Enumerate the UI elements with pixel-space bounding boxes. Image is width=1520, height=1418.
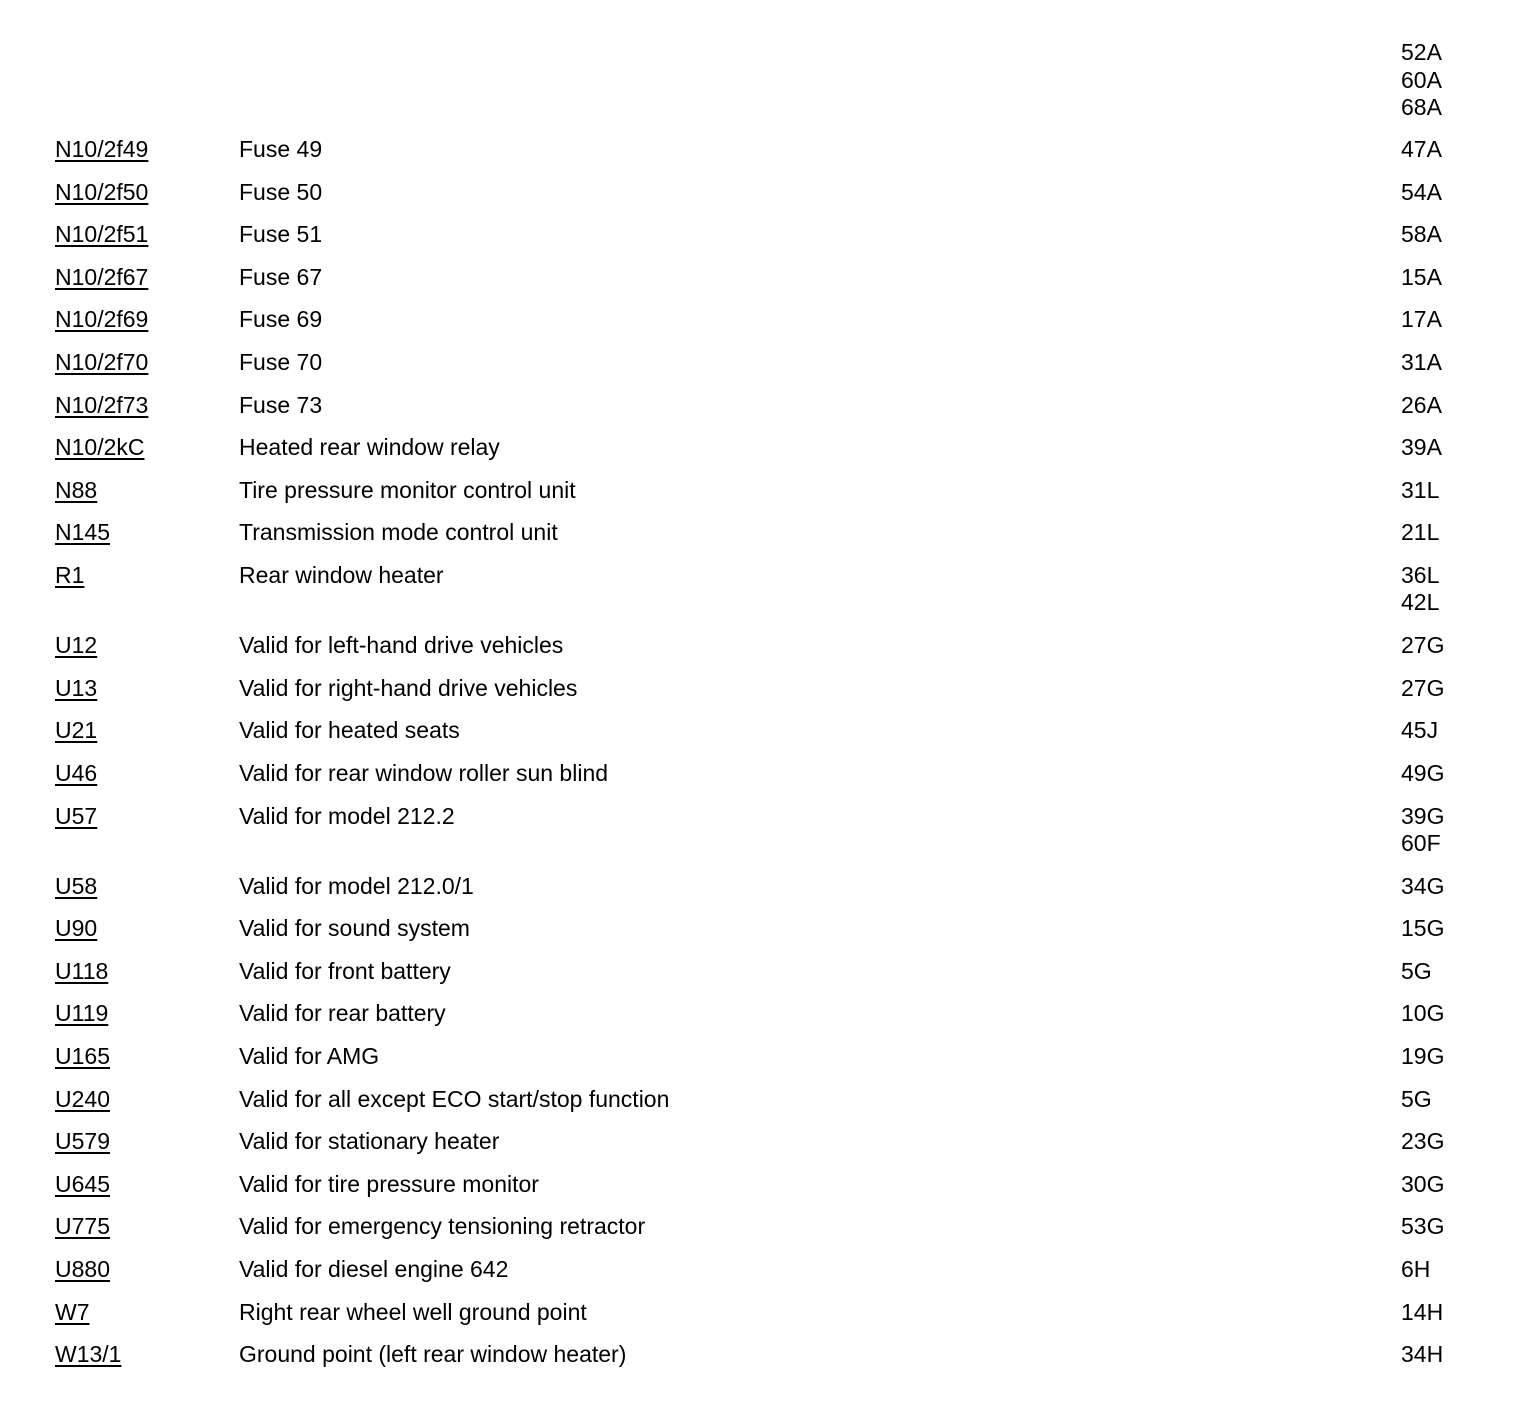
- grid-code: 31A: [1401, 348, 1442, 375]
- component-reference-link[interactable]: U775: [55, 1213, 110, 1240]
- component-reference-link[interactable]: U46: [55, 759, 98, 786]
- grid-location-codes: [1401, 1000, 1444, 1028]
- grid-location-codes: [1401, 1213, 1444, 1241]
- legend-row: [0, 1341, 1520, 1384]
- component-reference-link[interactable]: U240: [55, 1085, 110, 1112]
- grid-code: 6H: [1401, 1256, 1431, 1283]
- grid-code: 10G: [1401, 1000, 1445, 1027]
- legend-row: [0, 434, 1520, 477]
- component-reference-link[interactable]: U21: [55, 717, 98, 744]
- component-reference-link[interactable]: U645: [55, 1170, 110, 1197]
- component-reference-link[interactable]: U13: [55, 674, 98, 701]
- legend-row: [0, 1213, 1520, 1256]
- legend-row: [0, 221, 1520, 264]
- grid-code: 34H: [1401, 1341, 1444, 1368]
- grid-location-codes: [1401, 760, 1444, 788]
- grid-code: 42L: [1401, 589, 1440, 616]
- legend-row: [0, 1256, 1520, 1299]
- component-description: Fuse 73: [239, 391, 323, 418]
- legend-row: [0, 477, 1520, 520]
- component-description: Fuse 51: [239, 221, 323, 248]
- component-description: Ground point (left rear window heater): [239, 1341, 627, 1368]
- component-description: Fuse 70: [239, 348, 323, 375]
- grid-code: 15A: [1401, 263, 1442, 290]
- grid-location-codes: [1401, 434, 1442, 462]
- grid-code: 39A: [1401, 434, 1442, 461]
- grid-code: 60F: [1401, 830, 1441, 856]
- component-description: Fuse 50: [239, 178, 323, 205]
- grid-location-codes: [1401, 136, 1442, 164]
- legend-row: [0, 873, 1520, 916]
- grid-code: 21L: [1401, 519, 1440, 546]
- grid-location-codes: [1401, 477, 1439, 505]
- grid-location-codes: [1401, 1128, 1444, 1156]
- legend-row: [0, 1171, 1520, 1214]
- grid-location-codes: [1401, 392, 1442, 420]
- component-reference-link[interactable]: W13/1: [55, 1341, 122, 1368]
- component-reference-link[interactable]: U118: [55, 957, 109, 984]
- legend-row: [0, 717, 1520, 760]
- component-description: Right rear wheel well ground point: [239, 1298, 587, 1325]
- legend-row: [0, 392, 1520, 435]
- legend-row: [0, 562, 1520, 632]
- component-reference-link[interactable]: N10/2kC: [55, 434, 145, 461]
- grid-code: 14H: [1401, 1298, 1444, 1325]
- grid-code: 19G: [1401, 1043, 1445, 1070]
- component-description: Valid for rear battery: [239, 1000, 446, 1027]
- grid-code: 47A: [1401, 136, 1442, 162]
- component-reference-link[interactable]: U58: [55, 872, 98, 899]
- component-description: Valid for model 212.0/1: [239, 872, 474, 899]
- grid-location-codes: [1401, 306, 1442, 334]
- legend-row: [0, 179, 1520, 222]
- grid-location-codes: [1401, 221, 1442, 249]
- grid-code: 54A: [1401, 178, 1442, 205]
- legend-row: [0, 1000, 1520, 1043]
- grid-code: 45J: [1401, 717, 1439, 744]
- grid-code: 27G: [1401, 674, 1445, 701]
- grid-code: 60A: [1401, 66, 1442, 93]
- grid-code: 39G: [1401, 802, 1445, 829]
- component-reference-link[interactable]: U579: [55, 1128, 110, 1155]
- component-description: Heated rear window relay: [239, 434, 500, 461]
- component-reference-link[interactable]: N10/2f70: [55, 348, 149, 375]
- component-description: Valid for emergency tensioning retractor: [239, 1213, 646, 1240]
- component-description: Valid for heated seats: [239, 717, 460, 744]
- grid-location-codes: [1401, 562, 1439, 617]
- grid-code: 58A: [1401, 221, 1442, 248]
- component-description: Tire pressure monitor control unit: [239, 476, 576, 503]
- grid-code: 26A: [1401, 391, 1442, 418]
- component-description: Valid for diesel engine 642: [239, 1256, 509, 1283]
- grid-code: 17A: [1401, 306, 1442, 333]
- component-reference-link[interactable]: U57: [55, 802, 98, 829]
- grid-location-codes: [1401, 803, 1444, 858]
- grid-location-codes: [1401, 179, 1442, 207]
- legend-row: [0, 1043, 1520, 1086]
- legend-row: [0, 958, 1520, 1001]
- component-reference-link[interactable]: N10/2f73: [55, 391, 149, 418]
- component-reference-link[interactable]: U119: [55, 1000, 109, 1027]
- component-reference-link[interactable]: N10/2f49: [55, 136, 149, 162]
- grid-location-codes: [1401, 632, 1444, 660]
- component-description: Valid for stationary heater: [239, 1128, 500, 1155]
- component-reference-link[interactable]: W7: [55, 1298, 90, 1325]
- component-description: Fuse 67: [239, 263, 323, 290]
- component-description: Rear window heater: [239, 561, 444, 588]
- component-reference-link[interactable]: N10/2f69: [55, 306, 149, 333]
- grid-location-codes: [1401, 1256, 1430, 1284]
- legend-row: [0, 675, 1520, 718]
- component-reference-link[interactable]: N145: [55, 519, 110, 546]
- component-legend-list: [0, 136, 1520, 1384]
- component-reference-link[interactable]: N88: [55, 476, 98, 503]
- grid-code: 15G: [1401, 915, 1445, 942]
- component-description: Valid for right-hand drive vehicles: [239, 674, 578, 701]
- grid-code: 34G: [1401, 872, 1445, 899]
- component-description: Valid for front battery: [239, 957, 451, 984]
- component-reference-link[interactable]: R1: [55, 561, 85, 588]
- grid-code: 49G: [1401, 759, 1445, 786]
- grid-code: 36L: [1401, 561, 1440, 588]
- grid-location-codes: [1401, 915, 1444, 943]
- component-description: Valid for model 212.2: [239, 802, 455, 829]
- component-reference-link[interactable]: N10/2f67: [55, 263, 149, 290]
- grid-location-codes: [1401, 675, 1444, 703]
- legend-row: [0, 264, 1520, 307]
- component-description: Fuse 49: [239, 136, 323, 162]
- grid-location-codes: [1401, 1171, 1444, 1199]
- grid-code: 5G: [1401, 957, 1432, 984]
- component-reference-link[interactable]: U90: [55, 915, 98, 942]
- grid-code: 68A: [1401, 94, 1442, 120]
- grid-location-codes: [1401, 958, 1432, 986]
- grid-location-codes: [1401, 264, 1442, 292]
- grid-code: 30G: [1401, 1170, 1445, 1197]
- legend-row: [0, 1299, 1520, 1342]
- component-description: Valid for left-hand drive vehicles: [239, 632, 564, 659]
- component-description: Transmission mode control unit: [239, 519, 558, 546]
- grid-location-codes: [1401, 873, 1444, 901]
- legend-row: [0, 803, 1520, 873]
- component-description: Valid for all except ECO start/stop function: [239, 1085, 670, 1112]
- legend-row: [0, 519, 1520, 562]
- component-description: Valid for tire pressure monitor: [239, 1170, 539, 1197]
- grid-code: 52A: [1401, 39, 1442, 65]
- legend-row: [0, 349, 1520, 392]
- grid-location-codes: [1401, 519, 1439, 547]
- component-description: Valid for rear window roller sun blind: [239, 759, 609, 786]
- component-description: Fuse 69: [239, 306, 323, 333]
- legend-row: [0, 1128, 1520, 1171]
- legend-row: [0, 1086, 1520, 1129]
- grid-location-codes: [1401, 1043, 1444, 1071]
- component-reference-link[interactable]: U880: [55, 1256, 110, 1283]
- legend-row: [0, 760, 1520, 803]
- grid-code: 31L: [1401, 476, 1440, 503]
- legend-row: [0, 632, 1520, 675]
- continued-grid-codes: [1401, 39, 1442, 122]
- grid-code: 5G: [1401, 1085, 1432, 1112]
- component-reference-link[interactable]: N10/2f51: [55, 221, 149, 248]
- component-reference-link[interactable]: N10/2f50: [55, 178, 149, 205]
- legend-row: [0, 306, 1520, 349]
- grid-location-codes: [1401, 717, 1438, 745]
- grid-code: 23G: [1401, 1128, 1445, 1155]
- legend-row: [0, 915, 1520, 958]
- component-description: Valid for sound system: [239, 915, 470, 942]
- grid-location-codes: [1401, 349, 1442, 377]
- component-reference-link[interactable]: U165: [55, 1043, 110, 1070]
- grid-location-codes: [1401, 1086, 1432, 1114]
- component-description: Valid for AMG: [239, 1043, 380, 1070]
- grid-code: 27G: [1401, 632, 1445, 659]
- grid-code: 53G: [1401, 1213, 1445, 1240]
- legend-row: [0, 136, 1520, 179]
- grid-location-codes: [1401, 1341, 1443, 1369]
- component-reference-link[interactable]: U12: [55, 632, 98, 659]
- grid-location-codes: [1401, 1299, 1443, 1327]
